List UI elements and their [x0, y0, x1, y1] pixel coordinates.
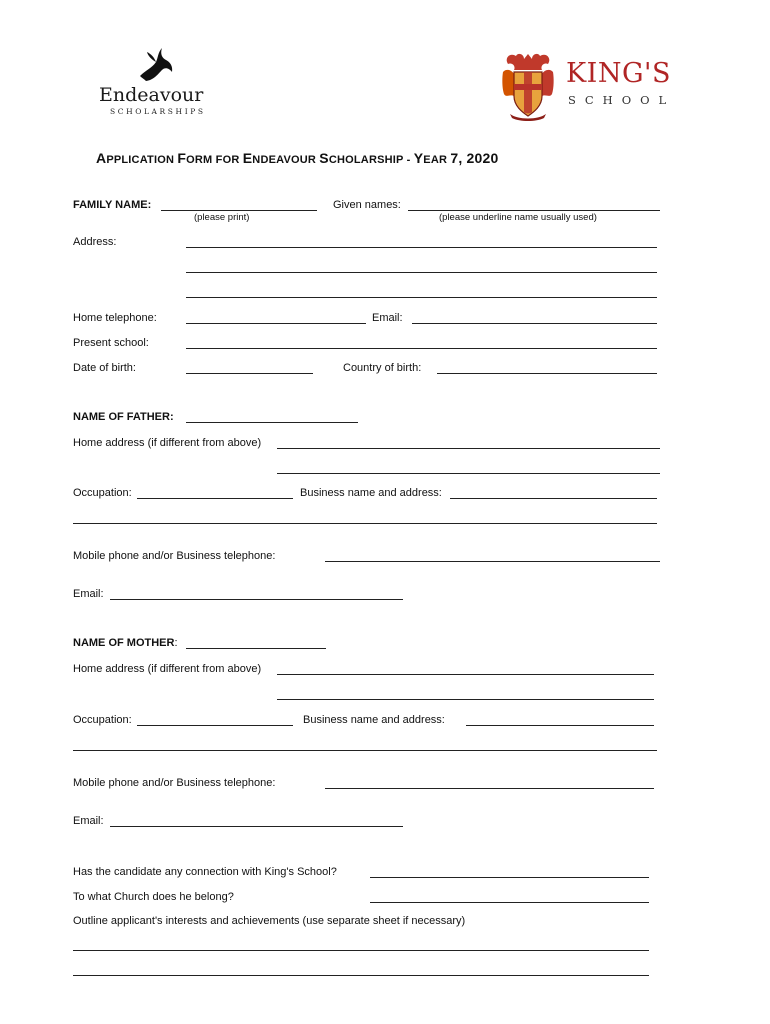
mother-phone-label: Mobile phone and/or Business telephone: — [73, 777, 276, 789]
title-part: EAR — [423, 154, 451, 166]
mother-phone-field[interactable] — [325, 788, 654, 789]
church-field[interactable] — [370, 902, 649, 903]
email-field[interactable] — [412, 323, 657, 324]
church-label: To what Church does he belong? — [73, 891, 234, 903]
mother-home-address-line-1[interactable] — [277, 674, 654, 675]
title-part: A — [96, 150, 107, 166]
endeavour-name: Endeavour — [99, 84, 204, 106]
interests-field-line-1[interactable] — [73, 950, 649, 951]
father-email-field[interactable] — [110, 599, 403, 600]
address-label: Address: — [73, 236, 117, 248]
mother-name-field[interactable] — [186, 648, 326, 649]
email-label: Email: — [372, 312, 403, 324]
family-name-label: FAMILY NAME: — [73, 199, 152, 211]
present-school-field[interactable] — [186, 348, 657, 349]
form-title — [96, 150, 499, 166]
father-business-field[interactable] — [450, 498, 657, 499]
title-part: CHOLARSHIP - — [328, 154, 414, 166]
country-of-birth-label: Country of birth: — [343, 362, 422, 374]
family-name-field[interactable] — [161, 210, 317, 211]
title-part: NDEAVOUR — [252, 154, 320, 166]
title-part: ORM FOR — [186, 154, 243, 166]
underline-note: (please underline name usually used) — [439, 212, 597, 223]
father-business-field-line-2[interactable] — [73, 523, 657, 524]
title-part: F — [177, 150, 187, 166]
title-part: E — [242, 150, 253, 166]
father-occupation-field[interactable] — [137, 498, 293, 499]
mother-heading — [73, 637, 178, 649]
present-school-label: Present school: — [73, 337, 149, 349]
mother-heading-text: NAME OF MOTHER — [73, 637, 175, 649]
father-home-address-label: Home address (if different from above) — [73, 437, 262, 449]
given-names-label: Given names: — [333, 199, 401, 211]
endeavour-tagline: SCHOLARSHIPS — [110, 107, 206, 116]
title-part: PPLICATION — [106, 154, 178, 166]
mother-occupation-field[interactable] — [137, 725, 293, 726]
please-print-note: (please print) — [194, 212, 250, 223]
mother-email-field[interactable] — [110, 826, 403, 827]
interests-field-line-2[interactable] — [73, 975, 649, 976]
bird-icon — [136, 46, 176, 84]
father-name-field[interactable] — [186, 422, 358, 423]
home-telephone-label: Home telephone: — [73, 312, 157, 324]
address-field-line-1[interactable] — [186, 247, 657, 248]
kings-tagline: SCHOOL — [568, 93, 676, 107]
date-of-birth-label: Date of birth: — [73, 362, 136, 374]
mother-heading-colon: : — [174, 637, 178, 649]
mother-home-address-line-2[interactable] — [277, 699, 654, 700]
address-field-line-2[interactable] — [186, 272, 657, 273]
kings-name: KING'S — [566, 58, 671, 89]
mother-business-label: Business name and address: — [303, 714, 445, 726]
father-phone-label: Mobile phone and/or Business telephone: — [73, 550, 276, 562]
father-home-address-line-1[interactable] — [277, 448, 660, 449]
connection-field[interactable] — [370, 877, 649, 878]
title-part: S — [319, 150, 329, 166]
father-email-label: Email: — [73, 588, 104, 600]
father-heading: NAME OF FATHER: — [73, 411, 174, 423]
mother-business-field-line-2[interactable] — [73, 750, 657, 751]
date-of-birth-field[interactable] — [186, 373, 313, 374]
mother-email-label: Email: — [73, 815, 104, 827]
mother-occupation-label: Occupation: — [73, 714, 132, 726]
crest-icon — [500, 50, 556, 122]
father-occupation-label: Occupation: — [73, 487, 132, 499]
given-names-field[interactable] — [408, 210, 660, 211]
mother-business-field[interactable] — [466, 725, 654, 726]
father-phone-field[interactable] — [325, 561, 660, 562]
title-part: 7, 2020 — [450, 150, 499, 166]
father-home-address-line-2[interactable] — [277, 473, 660, 474]
connection-label: Has the candidate any connection with King's School? — [73, 866, 337, 878]
title-part: Y — [413, 150, 424, 166]
address-field-line-3[interactable] — [186, 297, 657, 298]
home-telephone-field[interactable] — [186, 323, 366, 324]
interests-label: Outline applicant's interests and achievements (use separate sheet if necessary) — [73, 915, 466, 927]
country-of-birth-field[interactable] — [437, 373, 657, 374]
mother-home-address-label: Home address (if different from above) — [73, 663, 262, 675]
father-business-label: Business name and address: — [300, 487, 442, 499]
